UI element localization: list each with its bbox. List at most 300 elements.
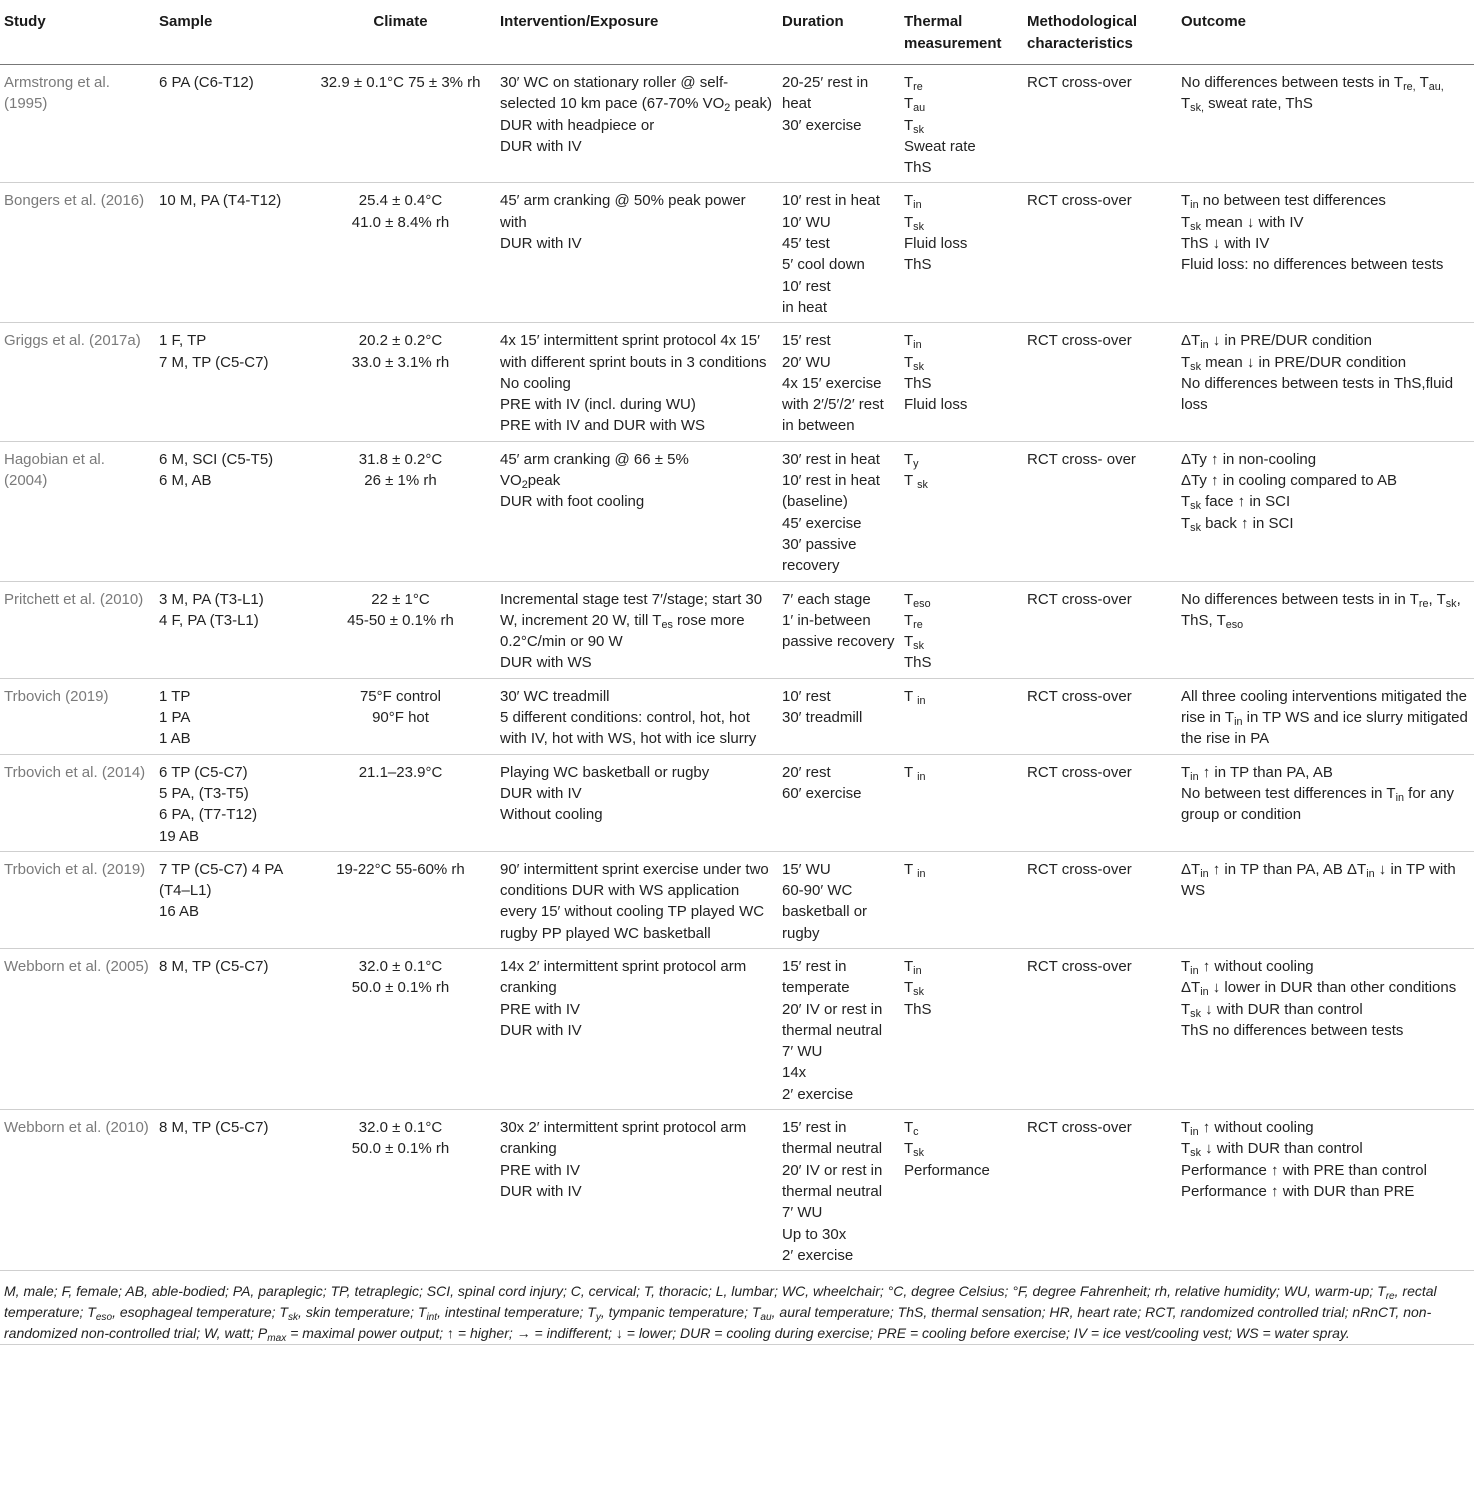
text-fragment: DUR with headpiece or <box>500 116 655 134</box>
climate-cell <box>305 754 496 851</box>
duration-cell <box>778 1110 900 1271</box>
cell-line <box>159 859 301 902</box>
thermal-measurement-cell <box>900 754 1023 851</box>
cell-line <box>159 449 301 470</box>
cell-line <box>159 901 301 922</box>
intervention-cell <box>496 65 778 183</box>
text-fragment: T <box>904 95 914 113</box>
subscript: in <box>1395 792 1404 805</box>
text-fragment: 10′ rest in heat <box>782 192 880 210</box>
cell-line <box>782 859 896 880</box>
cell-line <box>904 394 1019 415</box>
text-fragment: ↑ without cooling <box>1198 957 1314 975</box>
text-fragment: peak <box>527 472 561 490</box>
cell-line <box>1181 1020 1470 1041</box>
text-fragment: No differences between tests in T <box>1181 74 1404 91</box>
text-fragment: T <box>904 213 914 231</box>
duration-cell <box>778 323 900 441</box>
text-fragment: 41.0 ± 8.4% rh <box>351 213 450 231</box>
subscript: sk <box>1445 597 1457 610</box>
text-fragment: 2′ exercise <box>782 1085 854 1103</box>
text-fragment: T <box>1181 74 1448 113</box>
text-fragment: 20-25′ rest in heat <box>782 74 873 113</box>
cell-line <box>159 783 301 804</box>
text-fragment: T <box>904 687 918 705</box>
text-fragment: 15′ rest in thermal neutral <box>782 1119 883 1158</box>
text-fragment: 30′ rest in heat <box>782 450 880 468</box>
text-fragment: , intestinal temperature; T <box>437 1304 596 1321</box>
text-fragment: 6 M, AB <box>159 472 212 490</box>
cell-line <box>904 1117 1019 1138</box>
cell-line <box>1181 1138 1470 1159</box>
cell-line <box>500 415 774 436</box>
text-fragment: No differences between tests in in T <box>1181 590 1419 608</box>
subscript: sk <box>913 123 924 136</box>
thermal-measurement-cell <box>900 1110 1023 1271</box>
cell-line <box>1181 233 1470 254</box>
climate-cell <box>305 948 496 1109</box>
cell-line <box>500 652 774 673</box>
text-fragment: 32.0 ± 0.1°C <box>358 957 443 975</box>
text-fragment: 90′ intermittent sprint exercise under two conditions DUR with WS application every 15′ without cooling TP played WC rugby PP played WC basketball <box>500 860 773 942</box>
thermal-measurement-cell <box>900 678 1023 754</box>
text-fragment: T <box>904 332 914 350</box>
text-fragment: 1 PA <box>159 709 191 727</box>
cell-line <box>1181 470 1470 491</box>
text-fragment: 45′ exercise <box>782 514 862 532</box>
table-row <box>0 323 1474 441</box>
cell-line <box>782 1160 896 1203</box>
method-cell: RCT cross-over <box>1023 678 1177 754</box>
text-fragment: Performance ↑ with PRE than control <box>1181 1161 1427 1179</box>
cell-line <box>782 254 896 275</box>
intervention-cell <box>496 678 778 754</box>
intervention-cell <box>496 441 778 581</box>
text-fragment: T <box>1181 1119 1191 1137</box>
duration-cell <box>778 754 900 851</box>
subscript: in <box>1200 339 1209 352</box>
method-cell: RCT cross-over <box>1023 581 1177 678</box>
subscript: sk, <box>1190 102 1204 115</box>
text-fragment: 20′ IV or rest in thermal neutral <box>782 1161 887 1200</box>
text-fragment: Fluid loss: no differences between tests <box>1181 256 1444 274</box>
text-fragment: 5′ cool down <box>782 256 865 274</box>
cell-line <box>1181 491 1470 512</box>
text-fragment: ΔTy ↑ in non-cooling <box>1181 450 1317 468</box>
sample-cell <box>155 441 305 581</box>
cell-line <box>1181 859 1470 902</box>
subscript: sk <box>913 221 924 234</box>
text-fragment: sweat rate, ThS <box>1203 95 1313 113</box>
text-fragment: T <box>904 611 914 629</box>
cell-line <box>782 212 896 233</box>
climate-cell <box>305 678 496 754</box>
text-fragment: T <box>1181 763 1191 781</box>
text-fragment: PRE with IV (incl. during WU) <box>500 396 696 414</box>
intervention-cell <box>496 754 778 851</box>
cell-line <box>782 686 896 707</box>
text-fragment: ↑ in TP than PA, AB <box>1198 763 1333 781</box>
text-fragment: 50.0 ± 0.1% rh <box>351 1140 450 1158</box>
text-fragment: T <box>1181 493 1191 511</box>
text-fragment: T <box>904 633 914 651</box>
subscript: re <box>1385 1291 1395 1303</box>
outcome-cell <box>1177 948 1474 1109</box>
subscript: 2 <box>521 479 528 492</box>
subscript: in <box>1234 716 1243 729</box>
text-fragment: T <box>904 979 914 997</box>
cell-line <box>159 826 301 847</box>
subscript: re <box>913 81 923 94</box>
text-fragment: 8 M, TP (C5-C7) <box>159 957 269 975</box>
text-fragment: 6 PA, (T7-T12) <box>159 806 258 824</box>
text-fragment: back ↑ in SCI <box>1200 514 1294 532</box>
text-fragment: 19 AB <box>159 827 200 845</box>
text-fragment: mean ↓ in PRE/DUR condition <box>1200 353 1407 371</box>
cell-line <box>1181 762 1470 783</box>
cell-line <box>782 449 896 470</box>
text-fragment: peak) <box>730 95 773 113</box>
subscript: in <box>913 339 922 352</box>
text-fragment: T <box>904 74 914 91</box>
cell-line <box>309 449 492 470</box>
cell-line <box>904 1160 1019 1181</box>
cell-line <box>782 999 896 1042</box>
cell-line <box>782 72 896 115</box>
cell-line <box>159 330 301 351</box>
text-fragment: DUR with IV <box>500 235 582 253</box>
text-fragment: DUR with foot cooling <box>500 493 645 511</box>
cell-line <box>159 72 301 93</box>
cell-line <box>500 589 774 653</box>
cell-line <box>782 297 896 318</box>
sample-cell <box>155 581 305 678</box>
duration-cell <box>778 581 900 678</box>
cell-line <box>309 707 492 728</box>
text-fragment: rose more 0.2°C/min or 90 W <box>500 611 749 651</box>
sample-cell <box>155 183 305 323</box>
header-methodological-characteristics: Methodological characteristics <box>1023 0 1177 65</box>
text-fragment: face ↑ in SCI <box>1200 493 1291 511</box>
outcome-cell <box>1177 65 1474 183</box>
text-fragment: 60′ exercise <box>782 784 862 802</box>
text-fragment: ↑ without cooling <box>1198 1119 1314 1137</box>
sample-cell <box>155 65 305 183</box>
text-fragment: T <box>1181 192 1191 210</box>
text-fragment: T <box>904 763 918 781</box>
cell-line <box>782 470 896 513</box>
text-fragment: T <box>904 353 914 371</box>
cell-line <box>500 1020 774 1041</box>
subscript: c <box>913 1126 919 1139</box>
text-fragment: PRE with IV <box>500 1161 581 1179</box>
cell-line <box>309 1138 492 1159</box>
outcome-cell <box>1177 581 1474 678</box>
cell-line <box>782 373 896 437</box>
text-fragment: Playing WC basketball or rugby <box>500 763 710 781</box>
duration-cell <box>778 65 900 183</box>
subscript: int <box>426 1312 438 1324</box>
cell-line <box>904 233 1019 254</box>
text-fragment: ThS ↓ with IV <box>1181 235 1270 253</box>
cell-line <box>500 72 774 115</box>
text-fragment: 90°F hot <box>372 709 429 727</box>
text-fragment: , rectal temperature; T <box>4 1283 1437 1321</box>
cell-line <box>904 610 1019 631</box>
intervention-cell <box>496 323 778 441</box>
text-fragment: DUR with IV <box>500 1182 582 1200</box>
subscript: sk <box>1190 360 1201 373</box>
cell-line <box>500 470 774 491</box>
text-fragment: = maximal power output; ↑ = higher; → = indifferent; ↓ = lower; DUR = cooling during exercise; PRE = cooling before exercise; IV = ice vest/cooling vest; WS = water spray. <box>286 1325 1350 1342</box>
subscript: es <box>661 619 673 632</box>
cell-line <box>904 212 1019 233</box>
cell-line <box>159 707 301 728</box>
text-fragment: 45′ arm cranking @ 66 ± 5% <box>500 450 689 468</box>
outcome-cell <box>1177 323 1474 441</box>
cell-line <box>904 762 1019 783</box>
text-fragment: Incremental stage test 7′/stage; start 30 W, increment 20 W, till T <box>500 590 767 629</box>
header-sample: Sample <box>155 0 305 65</box>
text-fragment: 22 ± 1°C <box>371 590 430 608</box>
text-fragment: Performance <box>904 1161 990 1179</box>
cell-line <box>309 330 492 351</box>
cell-line <box>500 233 774 254</box>
method-cell: RCT cross-over <box>1023 754 1177 851</box>
text-fragment: T <box>1181 957 1191 975</box>
cell-line <box>1181 212 1470 233</box>
method-cell: RCT cross- over <box>1023 441 1177 581</box>
text-fragment: 6 M, SCI (C5-T5) <box>159 450 274 468</box>
cell-line <box>904 956 1019 977</box>
text-fragment: 50.0 ± 0.1% rh <box>351 979 450 997</box>
text-fragment: 20.2 ± 0.2°C <box>358 332 443 350</box>
text-fragment: T <box>1181 353 1191 371</box>
cell-line <box>782 1117 896 1160</box>
climate-cell <box>305 441 496 581</box>
text-fragment: 15′ rest in temperate <box>782 957 851 997</box>
cell-line <box>1181 999 1470 1020</box>
climate-cell <box>305 1110 496 1271</box>
text-fragment: 4 F, PA (T3-L1) <box>159 611 259 629</box>
cell-line <box>500 136 774 157</box>
subscript: in <box>1190 770 1199 783</box>
header-row <box>0 0 1474 65</box>
sample-cell <box>155 948 305 1109</box>
text-fragment: 16 AB <box>159 903 200 921</box>
text-fragment: ΔT <box>1181 332 1201 350</box>
text-fragment: 45′ test <box>782 235 830 253</box>
table-row <box>0 754 1474 851</box>
subscript: in <box>917 770 926 783</box>
cell-line <box>1181 977 1470 998</box>
cell-line <box>159 610 301 631</box>
text-fragment: T <box>904 1119 914 1137</box>
cell-line <box>904 1138 1019 1159</box>
cell-line <box>309 762 492 783</box>
text-fragment: 14x <box>782 1064 807 1082</box>
subscript: eso <box>95 1312 113 1324</box>
table-header <box>0 0 1474 65</box>
cell-line <box>1181 1160 1470 1181</box>
outcome-cell <box>1177 851 1474 948</box>
cell-line <box>309 859 492 880</box>
text-fragment: 15′ WU <box>782 860 831 878</box>
cell-line <box>500 449 774 470</box>
cell-line <box>1181 254 1470 275</box>
cell-line <box>500 491 774 512</box>
study-cell: Trbovich et al. (2019) <box>0 851 155 948</box>
cell-line <box>782 1202 896 1223</box>
cell-line <box>159 352 301 373</box>
cell-line <box>500 1160 774 1181</box>
subscript: sk <box>913 986 924 999</box>
cell-line <box>500 804 774 825</box>
cell-line <box>782 1041 896 1062</box>
header-intervention: Intervention/Exposure <box>496 0 778 65</box>
cell-line <box>159 1117 301 1138</box>
method-cell: RCT cross-over <box>1023 65 1177 183</box>
cell-line <box>309 72 492 93</box>
study-cell: Webborn et al. (2010) <box>0 1110 155 1271</box>
cell-line <box>500 394 774 415</box>
cell-line <box>500 686 774 707</box>
text-fragment: , aural temperature; ThS, thermal sensation; HR, heart rate; RCT, randomized controlled trial; nRnCT, non-randomized non-controlled trial; W, watt; P <box>4 1304 1432 1342</box>
text-fragment: T <box>1181 213 1191 231</box>
text-fragment: ↓ with DUR than control <box>1200 1140 1363 1158</box>
cell-line <box>782 589 896 610</box>
cell-line <box>1181 72 1470 115</box>
cell-line <box>904 977 1019 998</box>
cell-line <box>904 352 1019 373</box>
subscript: in <box>1200 986 1209 999</box>
text-fragment: , tympanic temperature; T <box>600 1304 761 1321</box>
text-fragment: ThS <box>904 1000 932 1018</box>
table-row <box>0 851 1474 948</box>
text-fragment: 7′ each stage <box>782 590 871 608</box>
method-cell: RCT cross-over <box>1023 1110 1177 1271</box>
text-fragment: PRE with IV <box>500 1000 581 1018</box>
text-fragment: 32.0 ± 0.1°C <box>358 1119 443 1137</box>
cell-line <box>159 470 301 491</box>
cell-line <box>904 136 1019 157</box>
cell-line <box>1181 513 1470 534</box>
text-fragment: ThS <box>904 374 932 392</box>
header-thermal-measurement: Thermal measurement <box>900 0 1023 65</box>
cell-line <box>904 190 1019 211</box>
cell-line <box>1181 1181 1470 1202</box>
cell-line <box>1181 783 1470 826</box>
cell-line <box>159 589 301 610</box>
subscript: sk <box>913 360 924 373</box>
text-fragment: , ThS, T <box>1181 590 1465 629</box>
text-fragment: ThS <box>904 256 932 274</box>
text-fragment: PRE with IV and DUR with WS <box>500 417 706 435</box>
text-fragment: 4x 15′ exercise with 2′/5′/2′ rest in between <box>782 374 888 435</box>
text-fragment: ThS <box>904 654 932 672</box>
intervention-cell <box>496 1110 778 1271</box>
subscript: in <box>1366 868 1375 881</box>
table-row <box>0 65 1474 183</box>
climate-cell <box>305 65 496 183</box>
text-fragment: 31.8 ± 0.2°C <box>358 450 443 468</box>
subscript: in <box>1190 199 1199 212</box>
sample-cell <box>155 323 305 441</box>
text-fragment: 7 M, TP (C5-C7) <box>159 353 269 371</box>
text-fragment: 30′ passive recovery <box>782 535 861 575</box>
text-fragment: 7′ WU <box>782 1043 823 1061</box>
text-fragment: DUR with WS <box>500 654 592 672</box>
method-cell: RCT cross-over <box>1023 323 1177 441</box>
cell-line <box>1181 330 1470 351</box>
method-cell: RCT cross-over <box>1023 183 1177 323</box>
subscript: sk <box>1190 521 1201 534</box>
text-fragment: T <box>1415 74 1429 91</box>
duration-cell <box>778 851 900 948</box>
cell-line <box>309 470 492 491</box>
text-fragment: 1′ in-between passive recovery <box>782 611 895 651</box>
table-row <box>0 1110 1474 1271</box>
intervention-cell <box>496 851 778 948</box>
text-fragment: mean ↓ with IV <box>1200 213 1304 231</box>
text-fragment: ΔTy ↑ in cooling compared to AB <box>1181 472 1397 490</box>
text-fragment: 10′ rest in heat (baseline) <box>782 472 885 511</box>
text-fragment: 4x 15′ intermittent sprint protocol 4x 15′ with different sprint bouts in 3 conditions No cooling <box>500 332 771 392</box>
cell-line <box>159 728 301 749</box>
text-fragment: T <box>904 957 914 975</box>
text-fragment: T <box>1181 1000 1191 1018</box>
text-fragment: 60-90′ WC basketball or rugby <box>782 882 872 942</box>
text-fragment: 21.1–23.9°C <box>358 763 443 781</box>
text-fragment: in TP WS and ice slurry mitigated the rise in PA <box>1181 709 1473 748</box>
cell-line <box>904 373 1019 394</box>
text-fragment: 5 PA, (T3-T5) <box>159 784 249 802</box>
cell-line <box>309 977 492 998</box>
cell-line <box>500 1181 774 1202</box>
cell-line <box>904 449 1019 470</box>
text-fragment: 1 TP <box>159 687 191 705</box>
subscript: sk <box>1190 221 1201 234</box>
cell-line <box>309 610 492 631</box>
header-climate: Climate <box>305 0 496 65</box>
cell-line <box>782 276 896 297</box>
cell-line <box>309 212 492 233</box>
text-fragment: T <box>904 192 914 210</box>
text-fragment: 19-22°C 55-60% rh <box>336 860 465 878</box>
cell-line <box>1181 373 1470 416</box>
text-fragment: 15′ rest <box>782 332 831 350</box>
study-cell: Webborn et al. (2005) <box>0 948 155 1109</box>
text-fragment: 25.4 ± 0.4°C <box>358 192 443 210</box>
subscript: sk <box>913 1147 924 1160</box>
cell-line <box>904 631 1019 652</box>
text-fragment: T <box>1181 1140 1191 1158</box>
text-fragment: No between test differences in T <box>1181 784 1396 802</box>
subscript: sk <box>917 479 928 492</box>
cell-line <box>782 762 896 783</box>
cell-line <box>904 115 1019 136</box>
sample-cell <box>155 1110 305 1271</box>
duration-cell <box>778 948 900 1109</box>
text-fragment: T <box>1181 514 1191 532</box>
cell-line <box>500 859 774 944</box>
subscript: in <box>1190 965 1199 978</box>
study-cell: Trbovich et al. (2014) <box>0 754 155 851</box>
text-fragment: ↑ in TP than PA, AB ΔT <box>1208 860 1367 878</box>
text-fragment: 1 F, TP <box>159 332 207 350</box>
sample-cell <box>155 851 305 948</box>
text-fragment: ↓ in TP with WS <box>1181 860 1460 900</box>
